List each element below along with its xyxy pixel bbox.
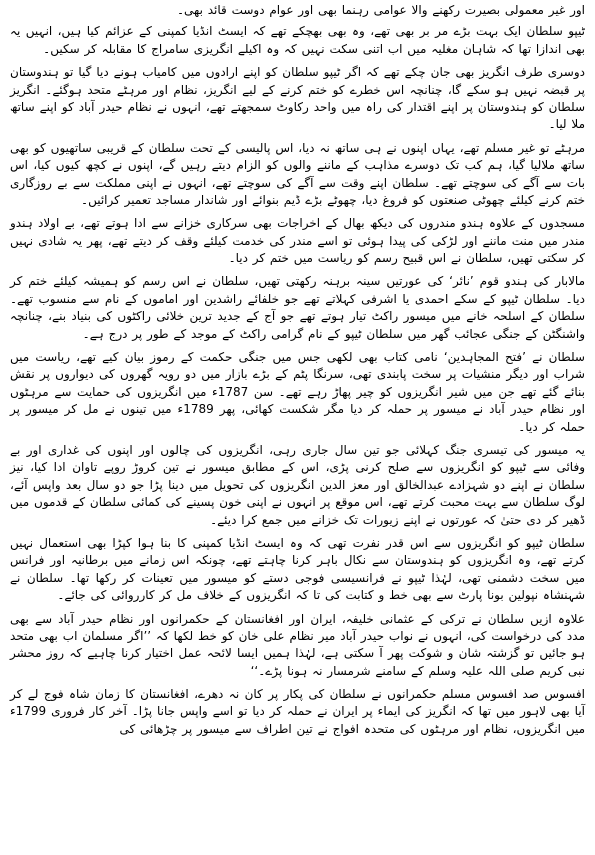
paragraph-6: مالابار کی ہندو قوم ’نائر‘ کی عورتیں سینہ برہنہ رکھتی تھیں، سلطان نے اس رسم کو ہمیشہ کیلئے ختم کر دیا۔ سلطان ٹیپو کے سکے احمدی یا اشرفی کہلاتے تھے جو خلفائے راشدین اور اماموں کے نام سے منسوب تھے۔ سلطان کے اسلحہ خانے میں میسور راکٹ تیار ہوتے تھے جو آج کے جدید ترین خلائی راکٹوں کی بنیاد بنے، چنانچہ واشنگٹن کے جنگی عجائب گھر میں سلطان ٹیپو کے نام گرامی راکٹ کے موجد کے طور پر درج ہے۔ — [10, 274, 585, 341]
paragraph-7: سلطان نے ’فتح المجاہدین‘ نامی کتاب بھی لکھی جس میں جنگی حکمت کے رموز بیان کیے تھے، ریاست میں شراب اور دیگر منشیات پر سخت پابندی تھی، سرنگا پٹم کے بڑے بازار میں دو رویہ گھروں کی دیواروں پر نقش بنائے گئے تھے جن میں شیر انگریزوں کو چیر پھاڑ رہے تھے۔ سن 1787ء میں انگریزوں کی حمایت سے مرہٹوں اور نظام حیدر آباد نے میسور پر حملہ کر دیا مگر شکست کھائی، پھر 1789ء میں تینوں نے مل کر میسور پر حملہ کر دیا۔ — [10, 350, 585, 434]
paragraph-1: اور غیر معمولی بصیرت رکھنے والا عوامی رہنما بھی اور عوام دوست قائد بھی۔ — [177, 3, 585, 17]
paragraph-9: سلطان ٹیپو کو انگریزوں سے اس قدر نفرت تھی کہ وہ ایسٹ انڈیا کمپنی کا بنا ہوا کپڑا بھی استعمال نہیں کرتے تھے، وہ انگریزوں کو ہندوستان سے نکال باہر کرنا چاہتے تھے، چونکہ اس زمانے میں برطانیہ اور فرانس میں سخت دشمنی تھی، لہٰذا ٹیپو نے فرانسیسی فوجی دستے کو میسور میں تعینات کر رکھا تھا۔ سلطان نے شہنشاہ نپولین بونا پارٹ سے بھی خط و کتابت کی تا کہ انگریزوں کے خلاف مل کر کارروائی کی جائے۔ — [10, 535, 585, 603]
paragraph-8: یہ میسور کی تیسری جنگ کہلائی جو تین سال جاری رہی، انگریزوں کی چالوں اور اپنوں کی غداری اور بے وفائی سے ٹیپو کو انگریزوں سے صلح کرنی پڑی، اس کے مطابق میسور نے تین کروڑ روپے تاوان ادا کیا، نیز سلطان نے اپنے دو شہزادے عبدالخالق اور معز الدین انگریزوں کی تحویل میں دینا پڑا جو دو سال بعد واپس آئے، لوگ سلطان سے بہت محبت کرتے تھے، اس موقع پر انہوں نے اپنی خون پسینے کی کمائی سلطان کے قدموں میں ڈھیر کر دی حتیٰ کہ عورتوں نے اپنے زیورات تک خزانے میں جمع کرا دیئے۔ — [10, 442, 585, 527]
paragraph-2: ٹیپو سلطان ایک بہت بڑے مر بر بھی تھے، وہ بھی بھچکے تھے کہ ایسٹ انڈیا کمپنی کے عزائم کیا ہیں، انہیں یہ بھی اندازا تھا کہ شاہان مغلیہ میں اب اتنی سکت نہیں کہ وہ اکیلے انگریزی سامراج کا مقابلہ کر سکیں۔ — [10, 24, 585, 56]
paragraph-3: دوسری طرف انگریز بھی جان چکے تھے کہ اگر ٹیپو سلطان کو اپنے ارادوں میں کامیاب ہونے دیا گیا تو ہندوستان پر قبضہ نہیں ہو سکے گا، چنانچہ اس خطرے کو ختم کرنے کے لیے انگریز، نظام اور مرہٹے متحد ہوگئے۔ انگریز سلطان کو ہندوستان پر اپنے اقتدار کی راہ میں واحد رکاوٹ سمجھتے تھے، انہوں نے نظام حیدر آباد کو اپنے ساتھ ملا لیا۔ — [10, 65, 585, 132]
paragraph-5: مسجدوں کے علاوہ ہندو مندروں کی دیکھ بھال کے اخراجات بھی سرکاری خزانے سے ادا ہوتے تھے، بے اولاد ہندو مندر میں منت ماننے اور لڑکی کی پیدا ہوئی تو اسے مندر کی خدمت کیلئے وقف کر دیتے تھے، پھر یہ شادی نہیں کر سکتی تھیں، سلطان نے اس قبیح رسم کو ریاست میں ختم کر دیا۔ — [10, 216, 585, 266]
paragraph-11: افسوس صد افسوس مسلم حکمرانوں نے سلطان کی پکار پر کان نہ دھرے، افغانستان کا زمان شاہ فوج لے کر آیا بھی لاہور میں تھا کہ انگریز کی ایماء پر ایران نے حملہ کر دیا تو اسے واپس جانا پڑا۔ آخر کار فروری 1799ء میں انگریزوں، نظام اور مرہٹوں کی متحدہ افواج نے تین اطراف سے میسور پر چڑھائی کی — [10, 687, 585, 736]
paragraph-4: مرہٹے تو غیر مسلم تھے، یہاں اپنوں نے ہی ساتھ نہ دیا، اس پالیسی کے تحت سلطان کے قریبی ساتھیوں کو بھی ساتھ ملالیا گیا، ہم کب تک دوسرے مذاہب کے ماننے والوں کو الزام دیتے رہیں گے، اپنوں نے کچھ کیوں کیا، اس بات سے آگے کی سوچتے تھے۔ سلطان اپنے وقت سے آگے کی سوچتے تھے، انہوں نے اپنی مملکت سے بے روزگاری ختم کرنے کیلئے چھوٹی صنعتوں کو فروغ دیا، چھوٹے بڑے ڈیم بنوائے اور شاندار مساجد تعمیر کرائیں۔ — [10, 140, 585, 207]
paragraph-10: علاوہ ازیں سلطان نے ترکی کے عثمانی خلیفہ، ایران اور افغانستان کے حکمرانوں اور نظام حیدر آباد سے بھی مدد کی درخواست کی، انہوں نے نواب حیدر آباد میر نظام علی خان کو خط لکھا کہ ’’اگر مسلمان اب بھی متحد ہو جائیں تو گزشتہ شان و شوکت پھر آ سکتی ہے، لہٰذا ہمیں ایسا لائحہ عمل اختیار کرنا چاہیے کہ روز محشر نبی کریم صلی اللہ علیہ وسلم کے سامنے شرمسار نہ ہونا پڑے۔‘‘ — [10, 611, 585, 678]
